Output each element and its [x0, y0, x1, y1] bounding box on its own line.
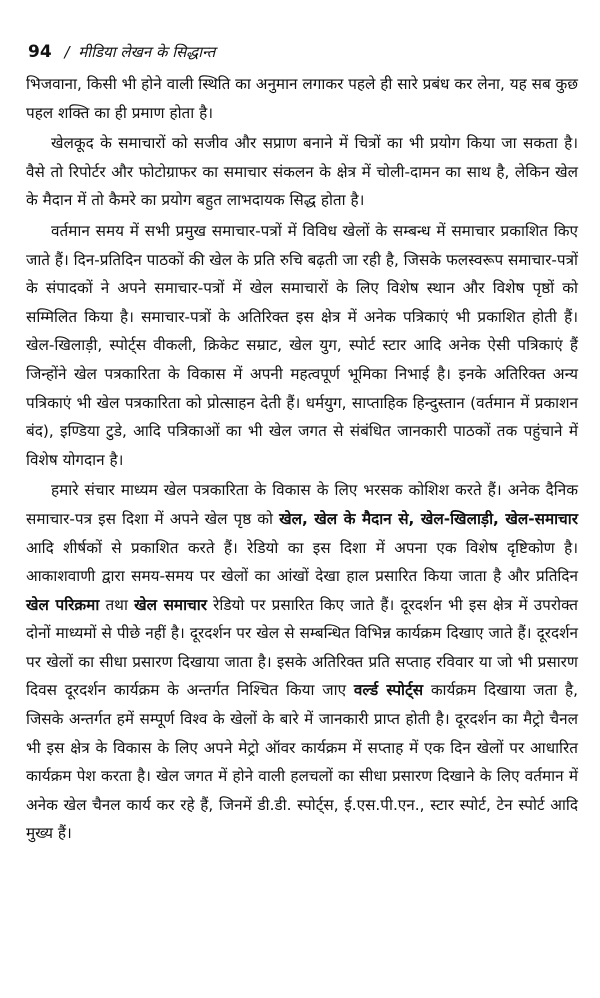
header-separator: /	[64, 43, 70, 61]
paragraph-4	[26, 476, 578, 848]
p4-bold-headings: खेल, खेल के मैदान से, खेल-खिलाड़ी, खेल-समाचार	[279, 509, 578, 528]
p4-text-1: हमारे संचार माध्यम खेल पत्रकारिता के विकास के लिए भरसक कोशिश करते हैं। अनेक दैनिक समाचार-पत्र इस दिशा में अपने खेल पृष्ठ को	[26, 481, 578, 528]
running-header	[28, 42, 215, 62]
paragraph-1: भिजवाना, किसी भी होने वाली स्थिति का अनुमान लगाकर पहले ही सारे प्रबंध कर लेना, यह सब कुछ पहल शक्ति का ही प्रमाण होता है।	[26, 75, 579, 122]
page-number: 94	[28, 42, 52, 62]
p4-text-5: कार्यक्रम दिखाया जता है, जिसके अन्तर्गत हमें सम्पूर्ण विश्व के खेलों के बारे में जानकारी प्राप्त होती है। दूरदर्शन का मैट्रो चैनल भी इस क्षेत्र के विकास के लिए अपने मेट्रो ऑवर कार्यक्रम में सप्ताह में एक दिन खेलों पर आधारित कार्यक्रम पेश करता है। खेल जगत में होने वाली हलचलों का सीधा प्रसारण दिखाने के लिए वर्तमान में अनेक खेल चैनल कार्य कर रहे हैं, जिनमें डी.डी. स्पोर्ट्स, ई.एस.पी.एन., स्टार स्पोर्ट, टेन स्पोर्ट आदि मुख्य हैं।	[26, 681, 579, 843]
p4-bold-khel-parikrama: खेल परिक्रमा	[26, 595, 100, 614]
paragraph-2: खेलकूद के समाचारों को सजीव और सप्राण बनाने में चित्रों का भी प्रयोग किया जा सकता है। वैसे तो रिपोर्टर और फोटोग्राफर का समाचार संकलन के क्षेत्र में चोली-दामन का साथ है, लेकिन खेल के मैदान में तो कैमरे का प्रयोग बहुत लाभदायक सिद्ध होता है।	[26, 134, 578, 210]
page-body	[26, 70, 578, 850]
p4-text-2: आदि शीर्षकों से प्रकाशित करते हैं। रेडियो का इस दिशा में अपना एक विशेष दृष्टिकोण है। आकाशवाणी द्वारा समय-समय पर खेलों का आंखों देखा हाल प्रसारित किया जाता है और प्रतिदिन	[26, 538, 578, 586]
book-title: मीडिया लेखन के सिद्धान्त	[78, 43, 216, 61]
p4-bold-world-sports: वर्ल्ड स्पोर्ट्स	[353, 681, 424, 700]
paragraph-3: वर्तमान समय में सभी प्रमुख समाचार-पत्रों में विविध खेलों के सम्बन्ध में समाचार प्रकाशित किए जाते हैं। दिन-प्रतिदिन पाठकों की खेल के प्रति रुचि बढ़ती जा रही है, जिसके फलस्वरूप समाचार-पत्रों के संपादकों ने अपने समाचार-पत्रों में खेल समाचारों के लिए विशेष स्थान और विशेष पृष्ठों को सम्मिलित किया है। समाचार-पत्रों के अतिरिक्त इस क्षेत्र में अनेक पत्रिकाएं भी प्रकाशित होती हैं। खेल-खिलाड़ी, स्पोर्ट्स वीकली, क्रिकेट सम्राट, खेल युग, स्पोर्ट स्टार आदि अनेक ऐसी पत्रिकाएं हैं जिन्होंने खेल पत्रकारिता के विकास में अपनी महत्वपूर्ण भूमिका निभाई है। इनके अतिरिक्त अन्य पत्रिकाएं भी खेल पत्रकारिता को प्रोत्साहन देती हैं। धर्मयुग, साप्ताहिक हिन्दुस्तान (वर्तमान में प्रकाशन बंद), इण्डिया टुडे, आदि पत्रिकाओं का भी खेल जगत से संबंधित जानकारी पाठकों तक पहुंचाने में विशेष योगदान है।	[26, 221, 578, 469]
p4-text-4: रेडियो पर प्रसारित किए जाते हैं। दूरदर्शन भी इस क्षेत्र में उपरोक्त दोनों माध्यमों से पीछे नहीं है। दूरदर्शन पर खेल से सम्बन्धित विभिन्न कार्यक्रम दिखाए जाते हैं। दूरदर्शन पर खेलों का सीधा प्रसारण दिखाया जाता है। इसके अतिरिक्त प्रति सप्ताह रविवार या जो भी प्रसारण दिवस दूरदर्शन कार्यक्रम के अन्तर्गत निश्चित किया जाए	[26, 595, 578, 700]
p4-bold-khel-samachar: खेल समाचार	[134, 595, 207, 614]
p4-text-3: तथा	[99, 595, 135, 614]
